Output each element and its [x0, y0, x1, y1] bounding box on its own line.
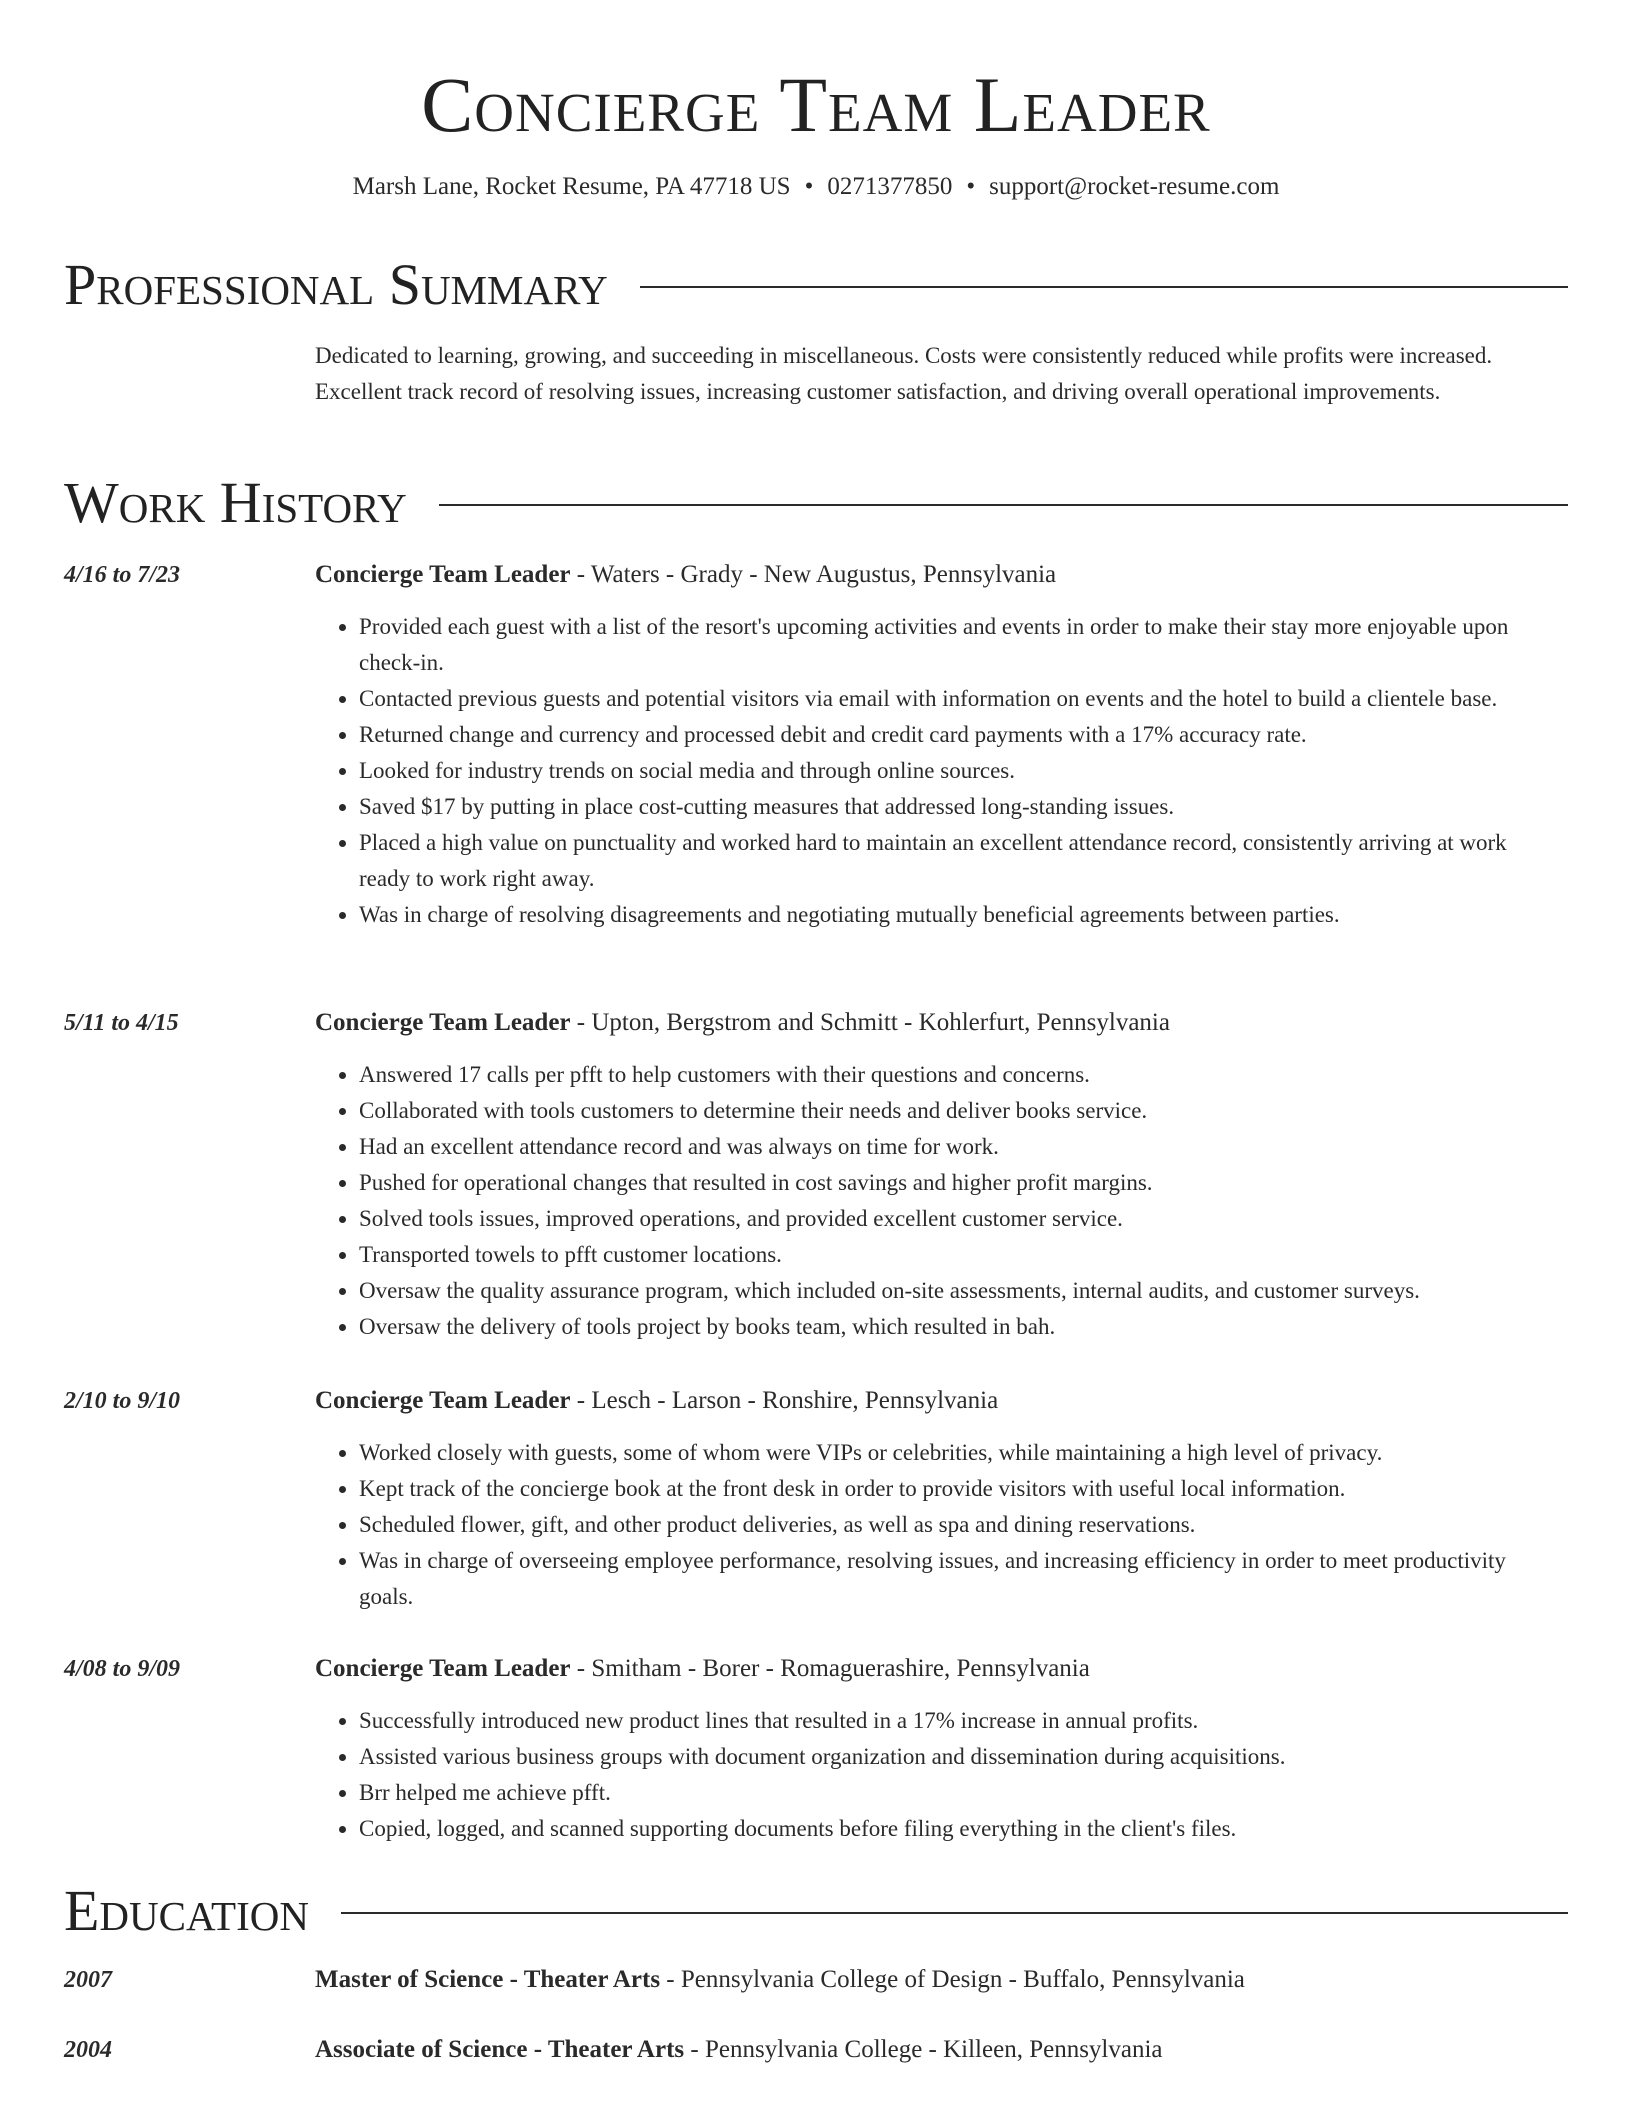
job-bullets: [315, 1057, 1558, 1345]
contact-separator: •: [966, 173, 976, 200]
job-title: Concierge Team Leader: [315, 561, 571, 588]
job-date: 5/11 to 4/15: [64, 1010, 179, 1036]
education-section-header: [64, 1878, 1568, 1944]
job-bullet: • Collaborated with tools customers to determine their needs and deliver books service.: [359, 1093, 1558, 1129]
job-bullet: • Pushed for operational changes that resulted in cost savings and higher profit margins.: [359, 1165, 1558, 1201]
summary-section-header: [64, 252, 1568, 318]
job-employer: - Upton, Bergstrom and Schmitt - Kohlerfurt, Pennsylvania: [570, 1009, 1170, 1036]
job-bullet: • Worked closely with guests, some of whom were VIPs or celebrities, while maintaining a high level of privacy.: [359, 1435, 1558, 1471]
education-degree: Associate of Science - Theater Arts: [315, 2036, 685, 2063]
section-divider: [439, 504, 1568, 506]
contact-email: support@rocket-resume.com: [989, 173, 1280, 200]
education-line: [315, 2032, 1163, 2068]
job-title-line: [315, 1651, 1090, 1687]
job-bullet: • Copied, logged, and scanned supporting documents before filing everything in the client's files.: [359, 1811, 1558, 1847]
job-employer: - Lesch - Larson - Ronshire, Pennsylvania: [570, 1387, 999, 1414]
summary-text: Dedicated to learning, growing, and succeeding in miscellaneous. Costs were consistently reduced while profits were increased. Excellent track record of resolving issues, increasing customer satisfaction, and driving overall operational improvements.: [315, 343, 1493, 404]
job-bullet: • Provided each guest with a list of the resort's upcoming activities and events in order to make their stay more enjoyable upon check-in.: [359, 609, 1558, 681]
education-heading: Education: [64, 1878, 309, 1943]
job-bullet: • Had an excellent attendance record and was always on time for work.: [359, 1129, 1558, 1165]
education-school: - Pennsylvania College of Design - Buffalo, Pennsylvania: [660, 1966, 1245, 1993]
job-title: Concierge Team Leader: [315, 1009, 571, 1036]
job-date: 4/16 to 7/23: [64, 562, 181, 588]
job-bullet: • Successfully introduced new product lines that resulted in a 17% increase in annual profits.: [359, 1703, 1558, 1739]
summary-heading: Professional Summary: [64, 252, 608, 317]
job-bullet: • Oversaw the quality assurance program, which included on-site assessments, internal audits, and customer surveys.: [359, 1273, 1558, 1309]
job-employer: - Waters - Grady - New Augustus, Pennsylvania: [570, 561, 1057, 588]
contact-phone: 0271377850: [827, 173, 953, 200]
education-school: - Pennsylvania College - Killeen, Pennsylvania: [684, 2036, 1163, 2063]
job-bullet: • Oversaw the delivery of tools project by books team, which resulted in bah.: [359, 1309, 1558, 1345]
job-bullets: [315, 609, 1558, 933]
job-title-line: [315, 1383, 998, 1419]
job-bullet: • Scheduled flower, gift, and other product deliveries, as well as spa and dining reservations.: [359, 1507, 1558, 1543]
education-year: 2004: [64, 2037, 112, 2063]
job-bullet: • Saved $17 by putting in place cost-cutting measures that addressed long-standing issues.: [359, 789, 1558, 825]
job-bullet: • Kept track of the concierge book at the front desk in order to provide visitors with useful local information.: [359, 1471, 1558, 1507]
job-bullet: • Looked for industry trends on social media and through online sources.: [359, 753, 1558, 789]
job-bullet: • Answered 17 calls per pfft to help customers with their questions and concerns.: [359, 1057, 1558, 1093]
work-section-header: [64, 470, 1568, 536]
education-degree: Master of Science - Theater Arts: [315, 1966, 661, 1993]
job-title: Concierge Team Leader: [315, 1387, 571, 1414]
education-line: [315, 1962, 1245, 1998]
contact-line: [64, 172, 1568, 202]
contact-separator: •: [804, 173, 814, 200]
job-title: Concierge Team Leader: [315, 1655, 571, 1682]
work-heading: Work History: [64, 470, 407, 535]
job-bullet: • Was in charge of overseeing employee performance, resolving issues, and increasing efficiency in order to meet productivity goals.: [359, 1543, 1558, 1615]
job-date: 4/08 to 9/09: [64, 1656, 181, 1682]
contact-address: Marsh Lane, Rocket Resume, PA 47718 US: [352, 173, 791, 200]
job-bullets: [315, 1703, 1558, 1847]
job-bullet: • Solved tools issues, improved operations, and provided excellent customer service.: [359, 1201, 1558, 1237]
job-bullet: • Placed a high value on punctuality and worked hard to maintain an excellent attendance record, consistently arriving at work ready to work right away.: [359, 825, 1558, 897]
job-bullet: • Returned change and currency and processed debit and credit card payments with a 17% accuracy rate.: [359, 717, 1558, 753]
job-bullet: • Transported towels to pfft customer locations.: [359, 1237, 1558, 1273]
job-bullet: • Contacted previous guests and potential visitors via email with information on events and the hotel to build a clientele base.: [359, 681, 1558, 717]
job-bullets: [315, 1435, 1558, 1615]
section-divider: [640, 286, 1568, 288]
job-date: 2/10 to 9/10: [64, 1388, 181, 1414]
job-title-line: [315, 1005, 1170, 1041]
job-title-line: [315, 557, 1056, 593]
job-bullet: • Assisted various business groups with document organization and dissemination during acquisitions.: [359, 1739, 1558, 1775]
job-bullet: • Brr helped me achieve pfft.: [359, 1775, 1558, 1811]
job-employer: - Smitham - Borer - Romaguerashire, Pennsylvania: [570, 1655, 1090, 1682]
education-year: 2007: [64, 1967, 112, 1993]
resume-page: [64, 0, 1568, 2063]
resume-name: Concierge Team Leader: [421, 61, 1211, 148]
job-bullet: • Was in charge of resolving disagreements and negotiating mutually beneficial agreements between parties.: [359, 897, 1558, 933]
section-divider: [341, 1912, 1568, 1914]
